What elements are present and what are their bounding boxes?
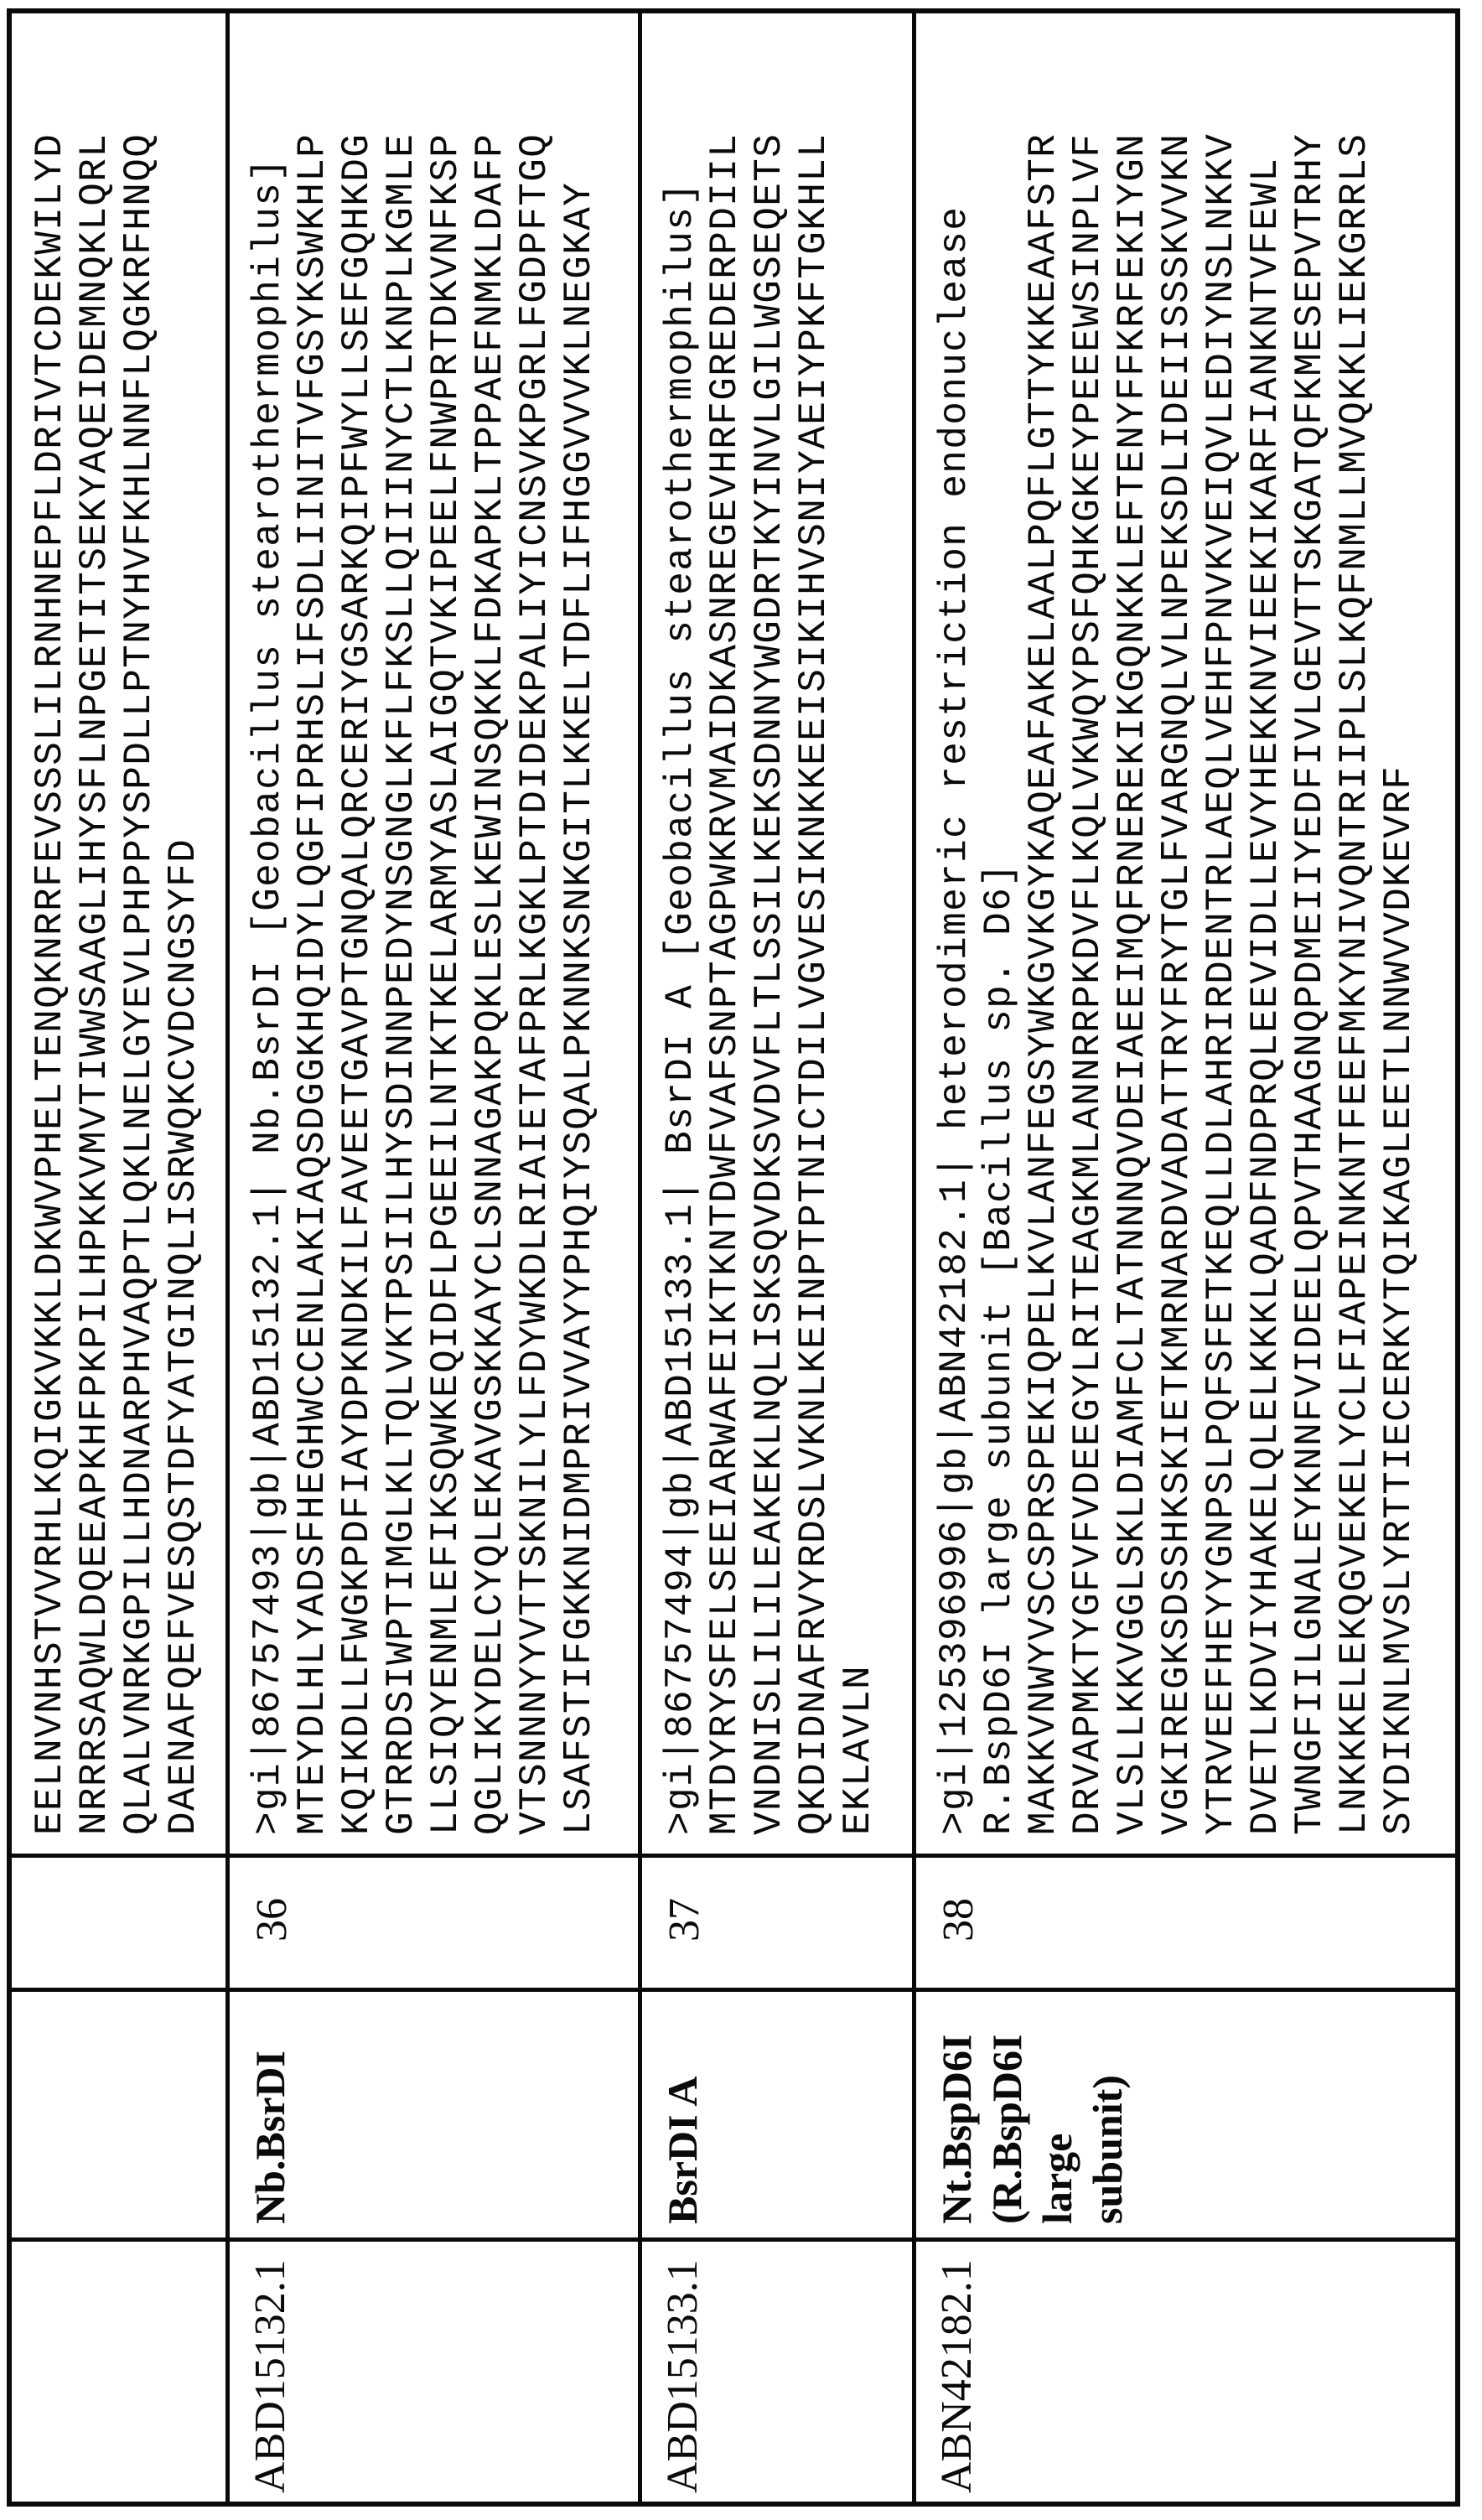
enzyme-name-cell xyxy=(916,1992,1455,2237)
enzyme-name-cell xyxy=(642,1992,912,2237)
sequence-line: VGKIREGKSDSSHKSKIETKMRNARDVADATTRYFRYTGLFVARGNQLVLNPEKSDLIDEIISSSKVVKN xyxy=(1155,132,1199,1835)
sequence-table xyxy=(7,8,1460,2507)
sequence-line: DRVAPMKTYGFVFVDEEGYLRITEAGKMLANNRRPKDVFLKQLVKWQYPSFQHKGKEYPEEEWSINPLVF xyxy=(1066,132,1110,1835)
sequence-line: KQIKDLLFWGKPDFIAYDPKNDKILFAVEETGAVPTGNQALQRCERIYGSARKQIPFWYLLSEFGQHKDG xyxy=(335,132,379,1835)
accession-cell: ABN42182.1 xyxy=(916,2242,1455,2502)
sequence-line: VTSNNNYYVTTSKNILYLFDYWKDLRIAIETAFPRLKGKLPTDIDEKPALIYICNSVKPGRLFGDPFTGQ xyxy=(513,132,557,1835)
seq-id-cell: 38 xyxy=(916,1858,1455,1988)
enzyme-name-line: Nb.BsrDI xyxy=(246,2051,293,2224)
sequence-line: LSAFSTIFGKKNIDMPRIVVAYYPHQIYSQALPKNNKSNKGITLKKELTDFLIFHGGVVVKLNEGKAY xyxy=(557,181,601,1835)
sequence-line: MTDYRYSFELSEEIARWAFEIKTKNTDWFVAFSNPTAGPWKRVMAIDKASNREGEVHRFGREDERPDIIL xyxy=(703,132,747,1835)
seq-id-cell: 36 xyxy=(230,1858,638,1988)
sequence-line: SYDIKNLMVSLYRTTIECERKYTQIKAGLEETLNNWVVDKEVRF xyxy=(1377,765,1421,1835)
sequence-line: VLSLLKKVGGLSKLDIAMFCLTATNNNQVDEIAEEIMQFRNEREKIKGQNKKLEFTENYFFKRFEKIYGN xyxy=(1111,132,1154,1835)
sequence-line: MTEYDLHLYADSFHEGHWCCENLAKIAQSDGGKHQIDYLQGFIPRHSLIFSDLIINITVFGSYKSWKHLP xyxy=(291,132,334,1835)
enzyme-name-line: (R.BspD6I xyxy=(983,2034,1030,2224)
sequence-line: QLALVNRKGPILLHDNARPHVAQPTLQKLNELGYEVLPHPPYSPDLLPTNYHVFKHLNNFLQGKRFHNQQ xyxy=(117,132,161,1835)
enzyme-name-line: large xyxy=(1034,2133,1080,2224)
enzyme-name-line: Nt.BspD6I xyxy=(933,2034,980,2224)
sequence-line: QKDIDNAFRVYRDSLVKNLKEINPTPTNICTDILVGVESIKNKKEEISIKIHVSNIYAEIYPKFTGKHLL xyxy=(792,132,836,1835)
seq-id-cell xyxy=(12,1858,225,1988)
sequence-cell xyxy=(916,13,1455,1854)
sequence-line: DVETLKDVIYHAKELQLELKKKLQADFNDPRQLEEVIDLLEVYHEKKNVIEEKIKARFIANKNTVFEWL xyxy=(1244,157,1288,1835)
sequence-line: >gi|125396996|gb|ABN42182.1| heterodimeric restriction endonuclease xyxy=(933,205,977,1835)
enzyme-name-cell xyxy=(230,1992,638,2237)
accession-cell: ABD15132.1 xyxy=(230,2242,638,2502)
enzyme-name-cell xyxy=(12,1992,225,2237)
sequence-cell xyxy=(230,13,638,1854)
sequence-cell xyxy=(642,13,912,1854)
sequence-line: EELNVNHSTVVRHLKQIGKVKKLDKWVPHELTENQKNRRFEVSSSLILRNHNEPFLDRIVTCDEKWILYD xyxy=(28,132,72,1835)
sequence-line: GTRRDSIWPTIMGLKLTQLVKTPSIILHYSDINNPEDYNSGNGLKFLFKSLLQIIINYCTLKNPLKGMLE xyxy=(380,132,423,1835)
sequence-line: QGLIKYDELCYQLEKAVGSKKAYCLSNNAGAKPQKLESLKEWINSQKKLFDKAPKLTPPAEFNMKLDAFP xyxy=(469,132,512,1835)
sequence-line: TWNGFIILGNALEYKNNFVIDEELQPVTHAAGNQPDMEIIYEDFIVLGEVTTSKGATQFKMESEPVTRHY xyxy=(1288,132,1332,1835)
sequence-line: EKLAVLN xyxy=(837,1664,880,1835)
sequence-line: >gi|86757493|gb|ABD15132.1| Nb.BsrDI [Geobacillus stearothermophilus] xyxy=(246,157,290,1835)
sequence-line: >gi|86757494|gb|ABD15133.1| BsrDI A [Geobacillus stearothermophilus] xyxy=(659,181,702,1835)
sequence-line: VNDNISLILILEAKEKLNQLISKSQVDKSVDVFLTLSSILKEKSDNNYWGDRTKYINVLGILWGSEQETS xyxy=(748,132,791,1835)
sequence-cell xyxy=(12,13,225,1854)
accession-cell: ABD15133.1 xyxy=(642,2242,912,2502)
enzyme-name-line: subunit) xyxy=(1084,2075,1131,2224)
sequence-line: MAKKVNWYVSCSPRSPEKIQPELKVLANFEGSYWKGVKGYKAQEAFAKELAALPQFLGTTYKKEAAFSTR xyxy=(1022,132,1065,1835)
sequence-line: R.BspD6I large subunit [Bacillus sp. D6] xyxy=(977,862,1021,1835)
sequence-line: YTRVEEFHEYYGNPSLPQFSFETKEQLLDLAHRIRDENTRLAEQLVEHFPNVKVEIQVLEDIYNSLNKKV xyxy=(1200,132,1243,1835)
enzyme-name-line: BsrDI A xyxy=(659,2076,706,2224)
sequence-line: DAENAFQEFVESQSTDFYATGINQLISRWQKCVDCNGSYFD xyxy=(162,837,205,1835)
seq-id-cell: 37 xyxy=(642,1858,912,1988)
sequence-line: NRRRSAQWLDQEEAPKHFPKPILHPKKVMVTIWWSAAGLIHYSFLNPGETITSEKYAQEIDEMNQKLQRL xyxy=(73,132,117,1835)
sequence-line: LNKKKELEKQGVEKELYCLFIAPEINKNTFEEFMKYNIVQNTRIIPLSLKQFNMLLMVQKKLIEKGRRLS xyxy=(1333,132,1376,1835)
accession-cell xyxy=(12,2242,225,2502)
sequence-line: LLSIQYENMLEFIKSQWKEQIDFLPGEEILNTKTKELARMYASLAIGQTVKIPEELFNWPRTDKVNFKSP xyxy=(424,132,468,1835)
